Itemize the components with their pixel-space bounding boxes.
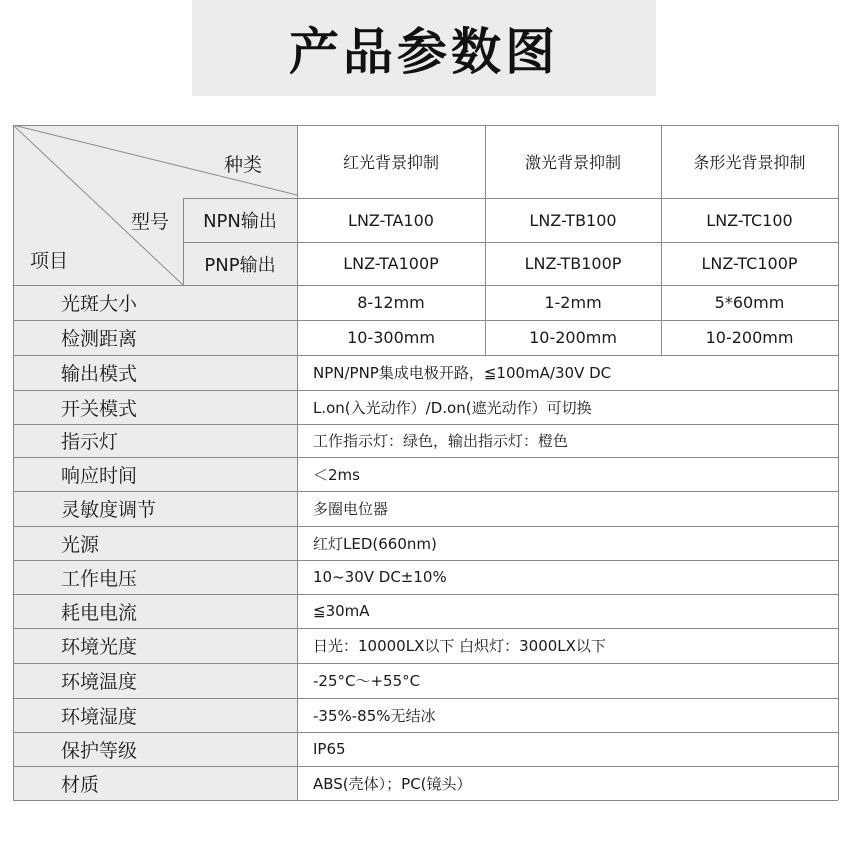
row-value: 5*60mm [714,293,785,312]
row-value: ABS(壳体）；PC(镜头） [313,774,472,793]
row-value: IP65 [313,740,346,758]
grid-line [13,732,838,733]
header-model-label: 型号 [131,211,170,233]
grid-line [13,526,838,527]
row-value: ≦30mA [313,602,370,620]
row-label: 响应时间 [13,457,297,491]
row-label: 光斑大小 [13,285,297,320]
grid-line [183,242,838,243]
npn-model-b: LNZ-TB100 [529,210,617,230]
type-header-bar: 条形光背景抑制 [693,153,806,172]
grid-line [661,125,662,355]
row-value: 10~30V DC±10% [313,568,447,586]
row-value: NPN/PNP集成电极开路，≦100mA/30V DC [313,364,612,382]
row-label: 输出模式 [13,355,297,390]
grid-line [297,125,298,800]
row-value: 红灯LED(660nm) [313,534,437,553]
row-value: 10-200mm [529,328,617,347]
header-kind-label: 种类 [224,154,263,176]
grid-line [13,663,838,664]
row-value: 1-2mm [544,293,602,312]
grid-line [13,628,838,629]
grid-line [838,125,839,800]
row-value: 多圈电位器 [313,500,389,518]
row-value: -35%-85%无结冰 [313,706,436,725]
row-value: 10-300mm [347,328,435,347]
page-title: 产品参数图 [289,23,559,81]
type-header-red: 红光背景抑制 [342,153,439,172]
grid-line [13,320,838,321]
row-label: 环境湿度 [13,698,297,732]
row-value: 10-200mm [705,328,794,347]
grid-line [13,560,838,561]
npn-model-c: LNZ-TC100 [706,210,793,230]
grid-line [13,424,838,425]
row-label: 保护等级 [13,732,297,766]
row-label: 光源 [13,526,297,560]
row-label: 灵敏度调节 [13,491,297,526]
grid-line [13,457,838,458]
grid-line [13,800,838,801]
pnp-model-c: LNZ-TC100P [701,254,798,273]
row-label: 检测距离 [13,320,297,355]
row-label: 开关模式 [13,390,297,424]
row-value: 8-12mm [357,293,425,312]
grid-line [13,390,838,391]
row-value: -25°C～+55°C [313,672,421,690]
grid-line [13,355,838,356]
grid-line [13,491,838,492]
pnp-label: PNP输出 [204,254,276,276]
grid-line [13,594,838,595]
grid-line [13,125,14,800]
row-label: 工作电压 [13,560,297,594]
row-value: L.on(入光动作）/D.on(遮光动作）可切换 [313,398,592,417]
row-label: 环境光度 [13,628,297,663]
grid-line [297,198,838,199]
row-value: 日光：10000LX以下 白炽灯：3000LX以下 [313,637,606,655]
row-label: 耗电电流 [13,594,297,628]
grid-line [13,766,838,767]
row-value: 工作指示灯：绿色，输出指示灯：橙色 [313,432,569,450]
grid-line [183,198,297,199]
grid-line [13,698,838,699]
pnp-model-b: LNZ-TB100P [524,254,622,273]
pnp-model-a: LNZ-TA100P [343,254,439,273]
grid-line [485,125,486,355]
row-value: ＜2ms [313,465,360,484]
npn-model-a: LNZ-TA100 [348,210,434,230]
grid-line [13,285,838,286]
row-label: 环境温度 [13,663,297,698]
grid-line [183,198,184,285]
row-label: 材质 [13,766,297,800]
grid-line [13,125,838,126]
type-header-laser: 激光背景抑制 [524,153,621,172]
npn-label: NPN输出 [203,211,277,232]
row-label: 指示灯 [13,424,297,457]
header-item-label: 项目 [30,250,69,272]
